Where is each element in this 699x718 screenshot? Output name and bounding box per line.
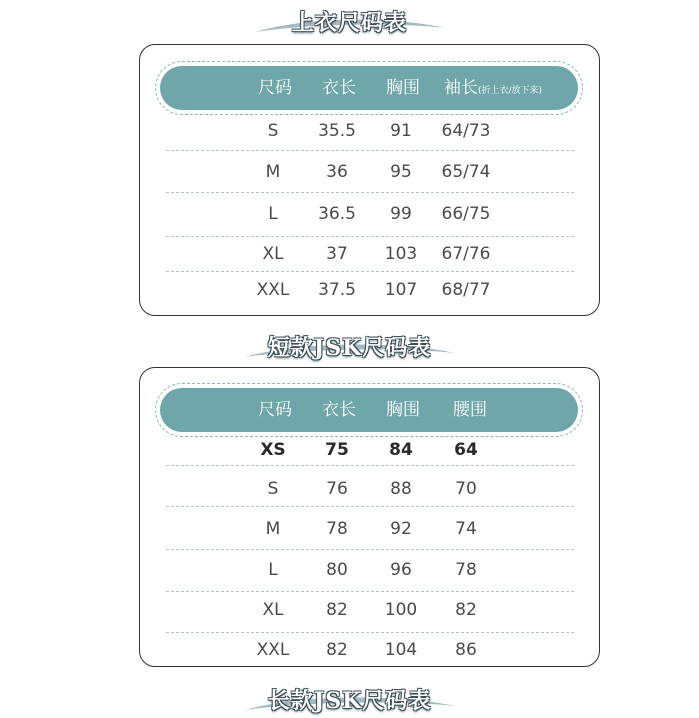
cell-size: M: [265, 519, 281, 539]
cell-chest: 92: [390, 519, 412, 539]
cell-size: XL: [262, 600, 284, 620]
table-row: [166, 204, 574, 237]
cell-sleeve: 67/76: [441, 244, 491, 264]
header-size: 尺码: [258, 78, 292, 98]
cell-size: XL: [262, 244, 284, 264]
cell-waist: 70: [455, 479, 477, 499]
header-length: 衣长: [322, 78, 356, 98]
cell-size: M: [265, 162, 281, 182]
cell-waist: 74: [455, 519, 477, 539]
table-title-long-jsk: 长款JSK尺码表: [0, 684, 699, 715]
cell-length: 78: [326, 519, 348, 539]
cell-chest: 84: [389, 440, 413, 460]
cell-chest: 95: [390, 162, 412, 182]
table-row: [166, 280, 574, 306]
header-sleeve-note: (折上衣/放下来): [478, 86, 543, 96]
table-row: [166, 244, 574, 272]
table-title-short-jsk: 短款JSK尺码表: [0, 331, 699, 362]
table-row: [166, 479, 574, 507]
table-title-top: 上衣尺码表: [0, 6, 699, 37]
cell-sleeve: 68/77: [441, 280, 491, 300]
cell-length: 80: [326, 560, 348, 580]
cell-length: 37.5: [318, 280, 356, 300]
cell-chest: 104: [384, 640, 418, 660]
cell-length: 82: [326, 640, 348, 660]
cell-size: S: [267, 479, 279, 499]
table-row: [166, 519, 574, 550]
cell-length: 82: [326, 600, 348, 620]
table-row: [166, 121, 574, 151]
header-length: 衣长: [322, 400, 356, 420]
table-row: [166, 162, 574, 193]
cell-size: S: [267, 121, 279, 141]
table-row: [166, 600, 574, 633]
cell-length: 35.5: [318, 121, 356, 141]
cell-sleeve: 64/73: [441, 121, 491, 141]
header-size: 尺码: [258, 400, 292, 420]
cell-chest: 100: [384, 600, 418, 620]
header-waist: 腰围: [453, 400, 487, 420]
cell-chest: 91: [390, 121, 412, 141]
cell-length: 37: [326, 244, 348, 264]
cell-chest: 103: [384, 244, 418, 264]
cell-size: XXL: [256, 640, 290, 660]
table-row: [166, 640, 574, 664]
cell-length: 36.5: [318, 204, 356, 224]
cell-chest: 88: [390, 479, 412, 499]
cell-length: 36: [326, 162, 348, 182]
table-row: [166, 440, 574, 466]
cell-chest: 99: [390, 204, 412, 224]
cell-size: L: [268, 560, 278, 580]
cell-chest: 107: [384, 280, 418, 300]
table-header: [160, 66, 578, 110]
cell-waist: 78: [455, 560, 477, 580]
short-jsk-size-table: [139, 367, 600, 667]
cell-size: L: [268, 204, 278, 224]
top-size-table: [139, 44, 600, 316]
cell-waist: 82: [455, 600, 477, 620]
cell-size: XS: [260, 440, 286, 460]
header-sleeve: 袖长(折上衣/放下来): [444, 78, 543, 98]
cell-chest: 96: [390, 560, 412, 580]
cell-size: XXL: [256, 280, 290, 300]
table-row: [166, 560, 574, 592]
table-header: [160, 388, 578, 432]
cell-length: 76: [326, 479, 348, 499]
cell-sleeve: 66/75: [441, 204, 491, 224]
cell-sleeve: 65/74: [441, 162, 491, 182]
header-chest: 胸围: [386, 78, 420, 98]
cell-waist: 64: [454, 440, 478, 460]
header-chest: 胸围: [386, 400, 420, 420]
cell-waist: 86: [455, 640, 477, 660]
cell-length: 75: [325, 440, 349, 460]
